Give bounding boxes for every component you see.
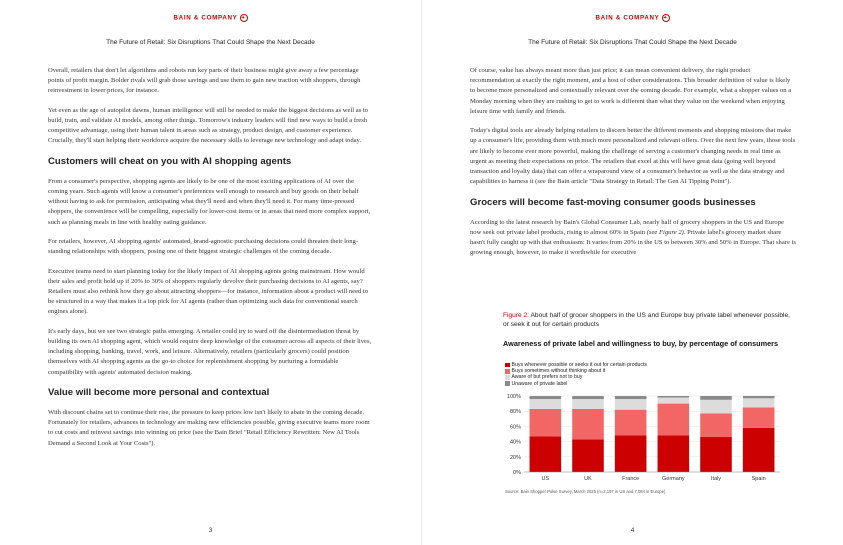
chart-source: Source: Bain Shopper Pulse Survey, March 2025 (n=2,197 in US and 7,084 in Europe) [505,489,666,494]
x-tick-label: Spain [751,476,766,482]
legend-swatch [505,381,510,386]
bar-segment [658,404,690,436]
chart-legend [505,362,647,387]
legend-entry [505,381,647,387]
legend-swatch [505,363,510,368]
bar-segment [530,396,562,399]
y-tick-label: 100% [506,394,521,400]
y-tick-label: 40% [509,439,521,446]
bar-segment [743,428,775,472]
section-heading: Value will become more personal and contextual [48,387,270,398]
bain-logo [0,14,421,22]
y-tick-label: 80% [509,409,521,416]
stacked-bar-chart [498,390,788,486]
bar-segment [743,396,775,398]
paragraph: Executive teams need to start planning today for the likely impact of AI shopping agents going mainstream. How would their sales and profit hold up if 20% to 30% of shoppers regularly devolve their purchasing decisions to AI agents, say? Retailers must also rethink how they go about attracting shoppers—for instance, information about a product will need to be structured in a way that makes it a top pick for AI agents (rather than optimizing such data for conventional search engines alone). [48,267,369,316]
x-tick-label: Italy [710,476,722,482]
paragraph: Of course, value has always meant more than just price; it can mean convenient delivery, the right product recommendation at exactly the right moment, and a host of other considerations. This broader definition of value is likely to become more personalized and contextually relevant over the coming decade. For example, what a shopper values on a Monday morning when they are rushing to get to work is different than what they value on the weekend when enjoying leisure time with family and friends. [470,67,792,115]
figure-reference: (see Figure 2) [646,228,684,236]
chart-title: Awareness of private label and willingness to buy, by percentage of consumers [503,339,779,348]
left-body [48,66,374,458]
bar-segment [700,400,732,414]
paragraph: Yet even as the age of autopilot dawns, human intelligence will still be needed to make the biggest decisions as well as to build, train, and validate AI models, among other things. Tomorrow's industry leaders will find new ways to build a fresh competitive advantage, using their human talent in areas such as strategy, product design, and customer experience. Crucially, they'll start helping their workforce acquire the necessary skills to leverage new technology and adapt today. [48,106,368,145]
bar-segment [615,399,647,410]
bar-segment [530,409,562,436]
bar-segment [658,436,690,472]
y-tick-label: 0% [513,470,521,476]
figure-label: Figure 2: [503,312,530,319]
right-body [470,66,796,268]
bar-segment [743,407,775,428]
running-title: The Future of Retail: Six Disruptions That Could Shape the Next Decade [528,39,737,46]
x-tick-label: Germany [662,476,685,482]
bar-segment [700,396,732,400]
x-tick-label: France [622,476,640,482]
left-page [0,0,421,545]
figure-caption [503,311,793,330]
figure-caption-text: About half of grocer shoppers in the US and Europe buy private label whenever possible, or seek it out for certain products [503,312,791,329]
bar-segment [658,398,690,404]
bar-segment [700,413,732,437]
paragraph: With discount chains set to continue their rise, the pressure to keep prices low isn't likely to abate in the coming decade. Fortunately for retailers, advances in technology are making new efficiencies possible, giving executive teams more room to cut costs and reinvest savings into winning on price (see the Bain Brief "Retail Efficiency Rewritten: New AI Tools Demand a Second Look at Your Costs"). [48,409,370,447]
bar-segment [530,399,562,409]
bar-segment [572,439,604,472]
running-title: The Future of Retail: Six Disruptions That Could Shape the Next Decade [106,39,315,46]
page-number: 3 [208,527,213,534]
bar-segment [700,437,732,472]
logo-mark-icon: ✦ [241,15,246,20]
bain-logo [422,14,843,22]
legend-swatch [505,369,510,374]
paragraph: From a consumer's perspective, shopping agents are likely to be one of the most exciting applications of AI over the coming years. Such agents will know a consumer's preferences well enough to research and buy goods on their behalf without having to ask for permission, anticipating what they'll need and when they'll need it. For many time-pressed shoppers, the convenience will be compelling, especially for lower-cost items or in areas that need more complex support, such as planning meals in line with healthy eating guidance. [48,177,371,226]
paragraph [470,218,796,259]
bar-segment [572,399,604,409]
legend-label: Buys sometimes without thinking about it [511,368,606,375]
y-tick-label: 20% [509,454,521,461]
x-tick-label: UK [584,476,592,482]
bar-segment [572,409,604,439]
bar-segment [615,410,647,436]
page-number: 4 [630,527,635,534]
bar-segment [615,396,647,399]
paragraph: For retailers, however, AI shopping agents' automated, brand-agnostic purchasing decisions could threaten their long-standing relationships with shoppers, posing one of their biggest strategic challenges of the coming decade. [48,238,359,256]
legend-swatch [505,375,510,380]
bar-segment [658,396,690,398]
y-tick-label: 60% [509,424,521,431]
bar-segment [743,398,775,407]
logo-text: BAIN & COMPANY [595,14,660,22]
x-tick-label: US [541,476,550,482]
paragraph: It's early days, but we see two strategic paths emerging. A retailer could try to ward off the disintermediation threat by building its own AI shopping agent, which would require deep knowledge of the consumer across all aspects of their lives, including shopping, banking, travel, work, and leisure. Alternatively, retailers (particularly grocers) could position themselves with AI shopping agents as the go-to choice for replenishment shopping by nurturing a formidable compatibility with agents' automated decision making. [48,327,372,376]
legend-label: Aware of but prefers not to buy [511,374,583,381]
paragraph-text: According to the latest research by Bain's Global Consumer Lab, nearly half of grocery shoppers in the US and Europe now seek out private label products, rising to almost 60% in Spain [470,218,784,236]
bar-segment [615,436,647,472]
section-heading: Grocers will become fast-moving consumer goods businesses [470,196,756,208]
section-heading: Customers will cheat on you with AI shopping agents [48,155,292,167]
logo-mark-icon: ✦ [663,15,668,20]
paragraph-text: . Private label's grocery market share hasn't fully caught up with that enthusiasm: It varies from 20% in the US to between 30% and 50% in Europe. That share is growing enough, however, to make it worthwhile for executive [470,228,796,257]
bar-segment [530,436,562,472]
legend-label: Buys whenever possible or seeks it out for certain products [511,362,648,368]
logo-text: BAIN & COMPANY [173,14,238,22]
legend-label: Unaware of private label [511,380,568,387]
paragraph: Today's digital tools are already helping retailers to discern better the different moments and shopping missions that make up a consumer's life, providing them with much more personalized and relevant offers. Over the next few years, those tools are likely to become ever more powerful, making the challenge of serving a customer's changing needs in real time as urgent as meeting their expectations on price. The retailers that excel at this will have great data (going well beyond transaction and loyalty data) that can offer a wraparound view of a consumer's behavior as well as the data strategy and capabilities to harness it (see the Bain article "Data Strategy in Retail: The Gen AI Tipping Point"). [470,127,796,186]
paragraph: Overall, retailers that don't let algorithms and robots run key parts of their business might give away a few percentage points of profit margin. Bolder rivals will grab those savings and use them to gain new traction with shoppers, through reinvestment in lower prices, for instance. [48,67,361,95]
bar-segment [572,396,604,399]
